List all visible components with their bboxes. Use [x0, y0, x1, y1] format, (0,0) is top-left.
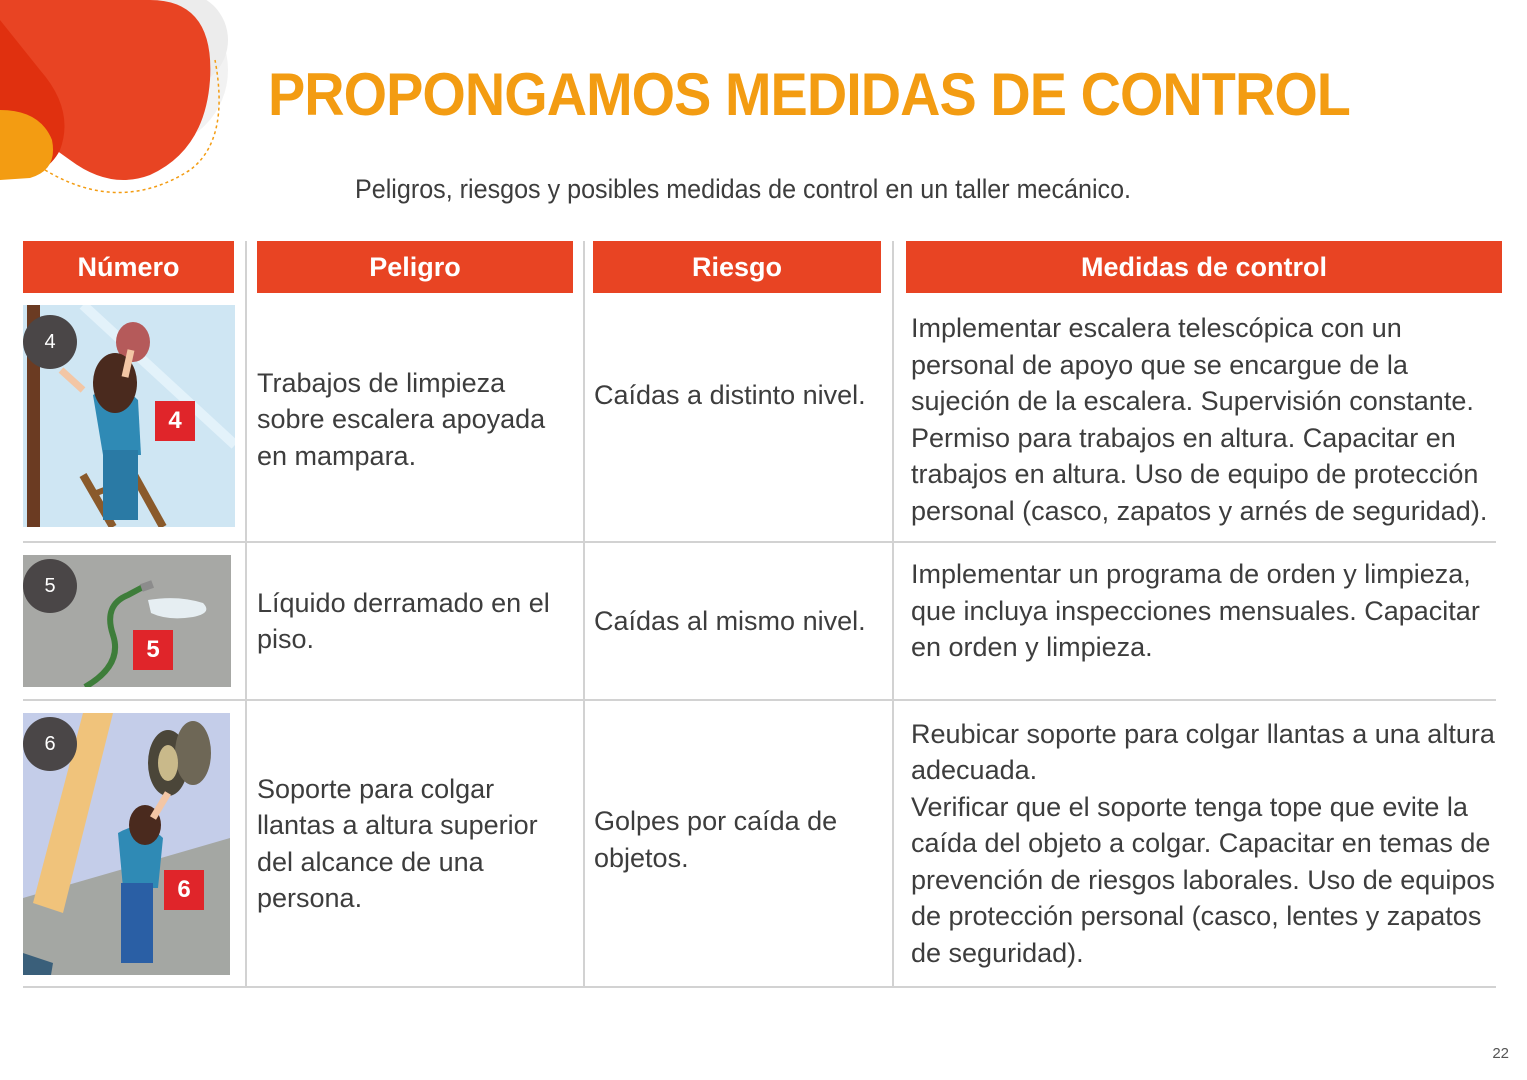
header-peligro: Peligro	[257, 241, 573, 293]
peligro-cell: Trabajos de limpieza sobre escalera apoyada en mampara.	[257, 367, 546, 471]
peligro-cell: Líquido derramado en el piso.	[257, 587, 550, 654]
medidas-cell: Implementar un programa de orden y limpieza, que incluya inspecciones mensuales. Capacitar en orden y limpieza.	[911, 559, 1480, 663]
row-image-6	[23, 713, 230, 975]
medidas-cell: Implementar escalera telescópica con un personal de apoyo que se encargue de la sujeción de la escalera. Supervisión constante. Permiso para trabajos en altura. Capacitar en trabajos en altura. Uso de equipo de protección personal (casco, zapatos y arnés de seguridad).	[911, 313, 1488, 526]
header-riesgo: Riesgo	[593, 241, 881, 293]
row-number-circle: 6	[23, 717, 77, 771]
peligro-cell: Soporte para colgar llantas a altura superior del alcance de una persona.	[257, 773, 538, 913]
row-number-badge: 6	[164, 870, 204, 910]
row-divider	[23, 986, 1496, 988]
header-medidas: Medidas de control	[906, 241, 1502, 293]
riesgo-cell: Golpes por caída de objetos.	[594, 806, 838, 873]
column-divider	[583, 241, 585, 988]
column-divider	[892, 241, 894, 988]
row-number-badge: 4	[155, 401, 195, 441]
page-number: 22	[1492, 1045, 1509, 1062]
row-image-5	[23, 555, 231, 687]
row-number-circle: 4	[23, 315, 77, 369]
header-numero: Número	[23, 241, 234, 293]
row-image-4	[23, 305, 235, 527]
medidas-cell: Reubicar soporte para colgar llantas a una altura adecuada. Verificar que el soporte tenga tope que evite la caída del objeto a colgar. Capacitar en temas de prevención de riesgos laborales. Uso de equipos de protección personal (casco, lentes y zapatos de seguridad).	[911, 718, 1495, 968]
page-subtitle: Peligros, riesgos y posibles medidas de control en un taller mecánico.	[355, 174, 1132, 204]
column-divider	[245, 241, 247, 988]
riesgo-cell: Caídas a distinto nivel.	[594, 380, 866, 411]
corner-decoration	[0, 0, 260, 210]
row-number-circle: 5	[23, 559, 77, 613]
page-title: PROPONGAMOS MEDIDAS DE CONTROL	[268, 61, 1350, 128]
riesgo-cell: Caídas al mismo nivel.	[594, 605, 866, 636]
row-number-badge: 5	[133, 630, 173, 670]
